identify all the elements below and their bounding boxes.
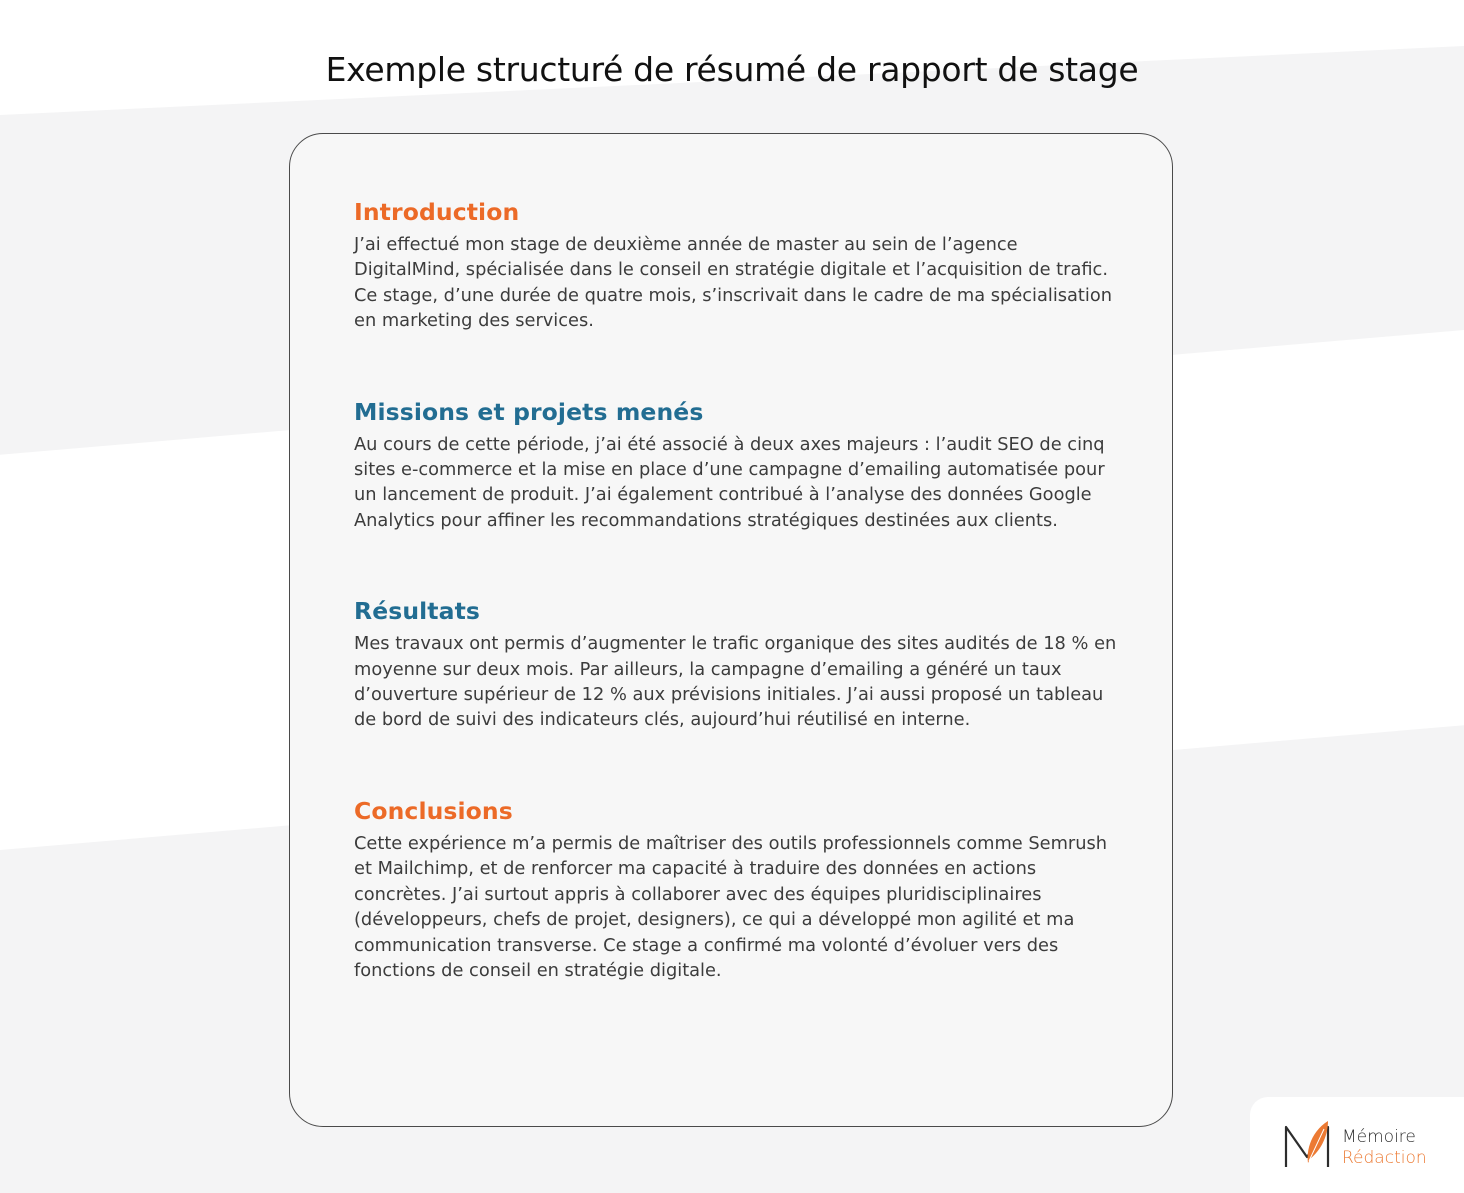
section-body: Au cours de cette période, j’ai été associé à deux axes majeurs : l’audit SEO de cinq sites e-commerce et la mise en place d’une campagne d’emailing automatisée pour un lancement de produit. J’ai également contribué à l’analyse des données Google Analytics pour affiner les recommandations stratégiques destinées aux clients. (354, 433, 1105, 531)
section-conclusions (354, 797, 1122, 983)
section-heading: Conclusions (354, 796, 513, 825)
page-title: Exemple structuré de résumé de rapport de stage (325, 50, 1139, 89)
summary-card (289, 133, 1173, 1127)
brand-logo-line2: Rédaction (1342, 1148, 1427, 1168)
section-body: Mes travaux ont permis d’augmenter le trafic organique des sites audités de 18 % en moyenne sur deux mois. Par ailleurs, la campagne d’emailing a généré un taux d’ouverture supérieur de 12 % aux prévisions initiales. J’ai aussi proposé un tableau de bord de suivi des indicateurs clés, aujourd’hui réutilisé en interne. (354, 633, 1117, 731)
section-resultats (354, 597, 1122, 733)
brand-logo-text (1342, 1127, 1427, 1169)
brand-logo (1250, 1097, 1464, 1193)
section-heading: Missions et projets menés (354, 397, 704, 426)
section-missions (354, 398, 1122, 534)
section-introduction (354, 198, 1122, 334)
brand-logo-line1: Mémoire (1342, 1127, 1416, 1147)
section-body: Cette expérience m’a permis de maîtriser des outils professionnels comme Semrush et Mailchimp, et de renforcer ma capacité à traduire des données en actions concrètes. J’ai surtout appris à collaborer avec des équipes pluridisciplinaires (développeurs, chefs de projet, designers), ce qui a développé mon agilité et ma communication transverse. Ce stage a confirmé ma volonté d’évoluer vers des fonctions de conseil en stratégie digitale. (354, 832, 1108, 981)
section-heading: Introduction (354, 198, 520, 226)
section-body: J’ai effectué mon stage de deuxième année de master au sein de l’agence DigitalMind, spécialisée dans le conseil en stratégie digitale et l’acquisition de trafic. Ce stage, d’une durée de quatre mois, s’inscrivait dans le cadre de ma spécialisation en marketing des services. (354, 234, 1112, 332)
section-heading: Résultats (354, 597, 481, 626)
feather-m-logo-icon (1282, 1119, 1332, 1171)
